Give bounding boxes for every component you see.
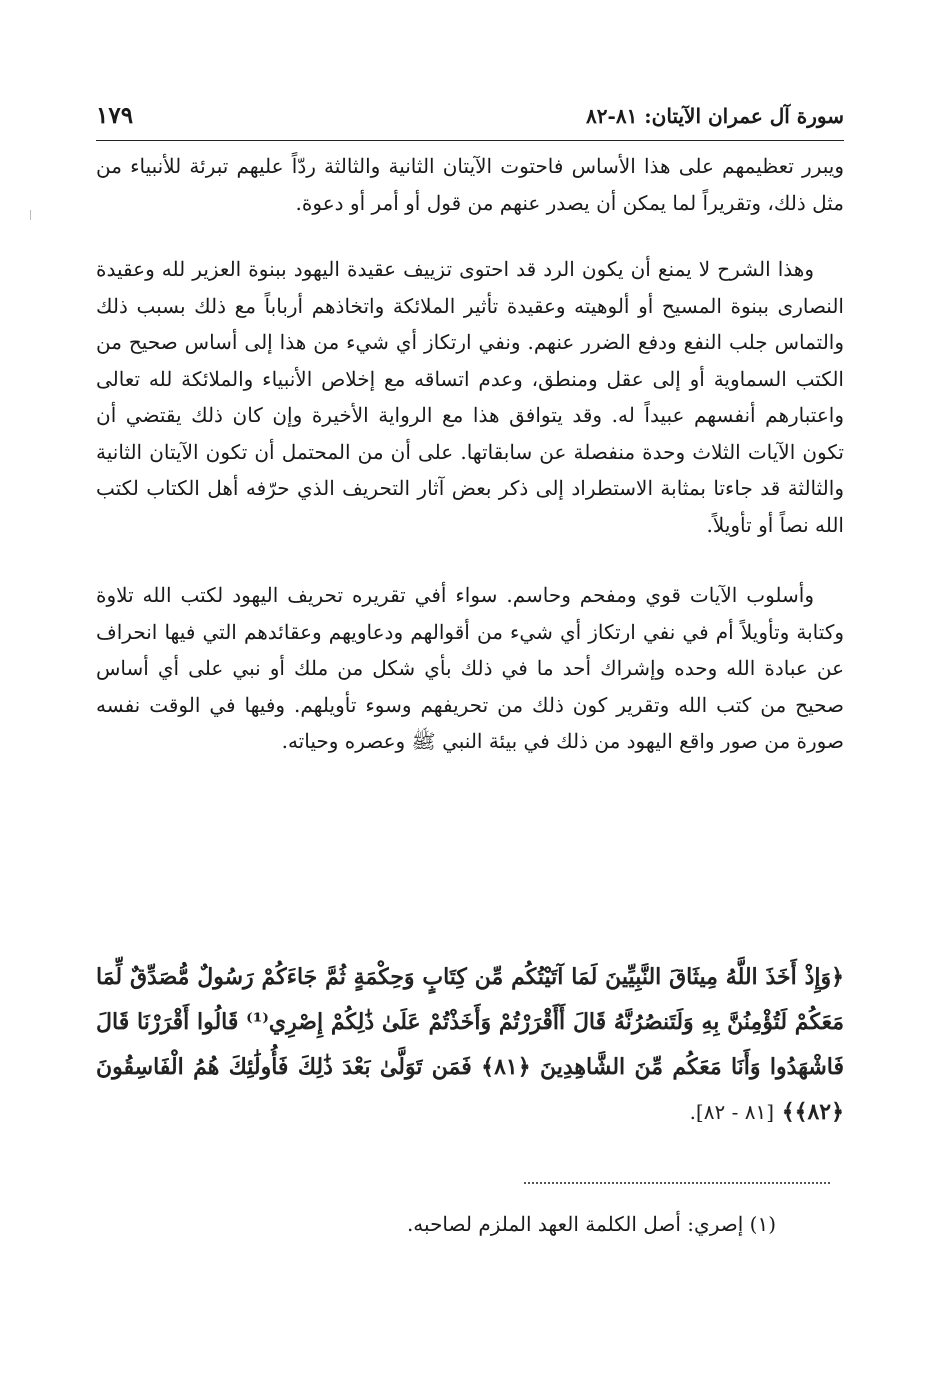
quran-verse-block [96,955,844,1135]
running-title: سورة آل عمران الآيتان: ٨١-٨٢ [586,104,844,128]
footnote-separator [524,1182,830,1184]
quran-verse-text: ﴿وَإِذْ أَخَذَ اللَّهُ مِيثَاقَ النَّبِيِّينَ لَمَا آتَيْتُكُم مِّن كِتَابٍ وَحِكْمَةٍ ثُمَّ جَاءَكُمْ رَسُولٌ مُّصَدِّقٌ لِّمَا مَعَكُمْ لَتُؤْمِنُنَّ بِهِ وَلَتَنصُرُنَّهُ قَالَ أَأَقْرَرْتُمْ وَأَخَذْتُمْ عَلَىٰ ذَٰلِكُمْ إِصْرِي⁽¹⁾ قَالُوا أَقْرَرْنَا قَالَ فَاشْهَدُوا وَأَنَا مَعَكُم مِّنَ الشَّاهِدِينَ ﴿٨١﴾ فَمَن تَوَلَّىٰ بَعْدَ ذَٰلِكَ فَأُولَٰئِكَ هُمُ الْفَاسِقُونَ ﴿٨٢﴾﴾ [96,964,844,1125]
paragraph-2: وهذا الشرح لا يمنع أن يكون الرد قد احتوى تزييف عقيدة اليهود ببنوة العزير لله وعقيدة النصارى ببنوة المسيح أو ألوهيته وعقيدة تأثير الملائكة واتخاذهم أرباباً مع ذلك بسبب ذلك والتماس جلب النفع ودفع الضرر عنهم. ونفي ارتكاز أي شيء من هذا إلى أساس صحيح من الكتب السماوية أو إلى عقل ومنطق، وعدم اتساقه مع إخلاص الأنبياء والملائكة لله تعالى واعتبارهم أنفسهم عبيداً له. وقد يتوافق هذا مع الرواية الأخيرة وإن كان ذلك يقتضي أن تكون الآيات الثلاث وحدة منفصلة عن سابقاتها. على أن من المحتمل أن تكون الآيتان الثانية والثالثة قد جاءتا بمثابة الاستطراد إلى ذكر بعض آثار التحريف الذي حرّفه أهل الكتاب لكتب الله نصاً أو تأويلاً. [96,257,844,537]
page-header [96,100,844,141]
scan-mark [30,210,31,220]
footnote: (١) إصري: أصل الكلمة العهد الملزم لصاحبه. [406,1212,776,1236]
paragraph-1: ويبرر تعظيمهم على هذا الأساس فاحتوت الآيتان الثانية والثالثة ردّاً عليهم تبرئة للأنبياء من مثل ذلك، وتقريراً لما يمكن أن يصدر عنهم من قول أو أمر أو دعوة. [96,154,844,215]
paragraph-3: وأسلوب الآيات قوي ومفحم وحاسم. سواء أفي تقريره تحريف اليهود لكتب الله تلاوة وكتابة وتأويلاً أم في نفي ارتكاز أي شيء من أقوالهم ودعاويهم وعقائدهم التي فيها انحراف عن عبادة الله وحده وإشراك أحد ما في ذلك بأي شكل من ملك أو نبي على أي أساس صحيح من كتب الله وتقرير كون ذلك من تحريفهم وسوء تأويلهم. وفيها في الوقت نفسه صورة من صور واقع اليهود من ذلك في بيئة النبي ﷺ وعصره وحياته. [96,583,844,753]
page-number: ١٧٩ [96,102,134,129]
verse-reference: [٨١ - ٨٢]. [689,1100,775,1124]
body-text [96,148,844,760]
